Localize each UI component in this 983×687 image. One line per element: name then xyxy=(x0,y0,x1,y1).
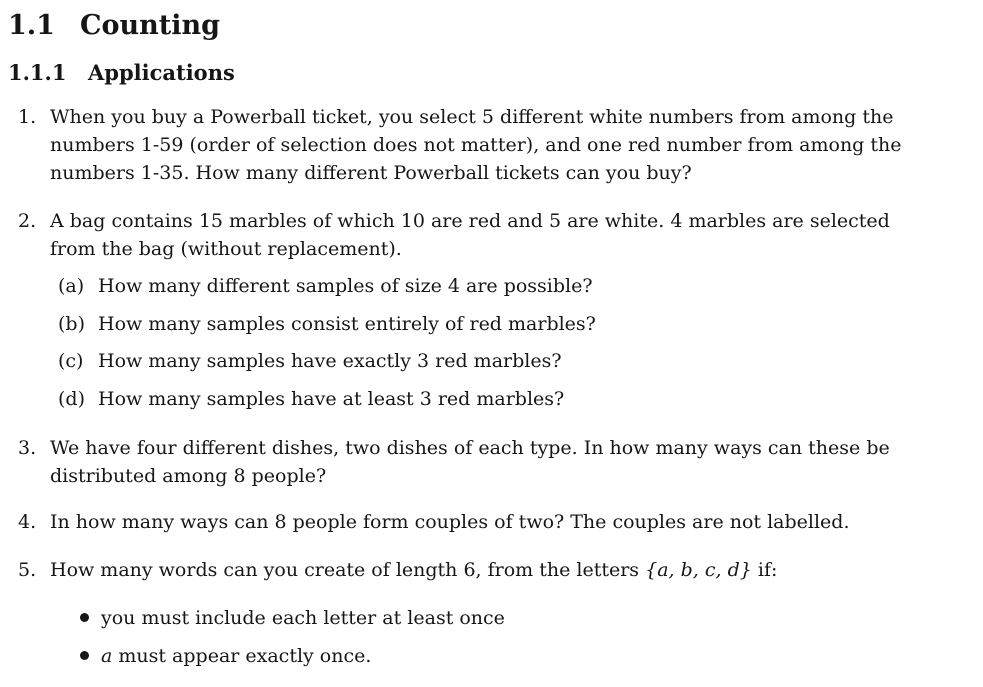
problem-2 xyxy=(18,207,923,263)
problem-text: When you buy a Powerball ticket, you select 5 different white numbers from among the numbers 1-59 (order of selection does not matter), and one red number from among the numbers 1-35. How many different Powerball tickets can you buy? xyxy=(50,106,902,184)
problem-5-bullet-2 xyxy=(80,642,371,670)
problem-text: In how many ways can 8 people form couples of two? The couples are not labelled. xyxy=(50,511,850,533)
problem-number: 5. xyxy=(18,559,37,581)
part-label: (d) xyxy=(58,388,85,410)
part-text: How many samples have at least 3 red marbles? xyxy=(98,388,565,410)
problem-text xyxy=(50,556,923,584)
problem-number: 1. xyxy=(18,106,37,128)
bullet-icon xyxy=(80,651,89,660)
subsection-title: Applications xyxy=(88,60,235,85)
problem-2-part-c xyxy=(58,347,562,375)
subsection-heading xyxy=(8,60,235,85)
problem-1 xyxy=(18,103,923,187)
bullet-text: must appear exactly once. xyxy=(112,645,372,667)
problem-text-after: if: xyxy=(751,559,778,581)
problem-2-part-d xyxy=(58,385,564,413)
section-number: 1.1 xyxy=(8,10,55,41)
problem-text: A bag contains 15 marbles of which 10 are red and 5 are white. 4 marbles are selected from the bag (without replacement). xyxy=(50,210,890,260)
bullet-math: a xyxy=(101,645,113,667)
section-heading xyxy=(8,10,220,41)
letter-set-math: {a, b, c, d} xyxy=(645,559,752,581)
problem-5-bullet-1 xyxy=(80,604,505,632)
problem-2-part-a xyxy=(58,272,593,300)
problem-number: 2. xyxy=(18,210,37,232)
problem-2-part-b xyxy=(58,310,596,338)
problem-4 xyxy=(18,508,923,536)
part-label: (b) xyxy=(58,313,85,335)
part-text: How many different samples of size 4 are possible? xyxy=(98,275,593,297)
problem-number: 4. xyxy=(18,511,37,533)
problem-text-before: How many words can you create of length 6, from the letters xyxy=(50,559,646,581)
bullet-icon xyxy=(80,613,89,622)
problem-5 xyxy=(18,556,923,584)
part-text: How many samples consist entirely of red marbles? xyxy=(98,313,596,335)
part-label: (c) xyxy=(58,350,84,372)
problem-text: We have four different dishes, two dishes of each type. In how many ways can these be distributed among 8 people? xyxy=(50,437,890,487)
problem-number: 3. xyxy=(18,437,37,459)
part-label: (a) xyxy=(58,275,85,297)
bullet-text: you must include each letter at least once xyxy=(101,607,505,629)
problem-3 xyxy=(18,434,923,490)
subsection-number: 1.1.1 xyxy=(8,60,67,85)
section-title: Counting xyxy=(80,10,220,41)
part-text: How many samples have exactly 3 red marbles? xyxy=(98,350,562,372)
